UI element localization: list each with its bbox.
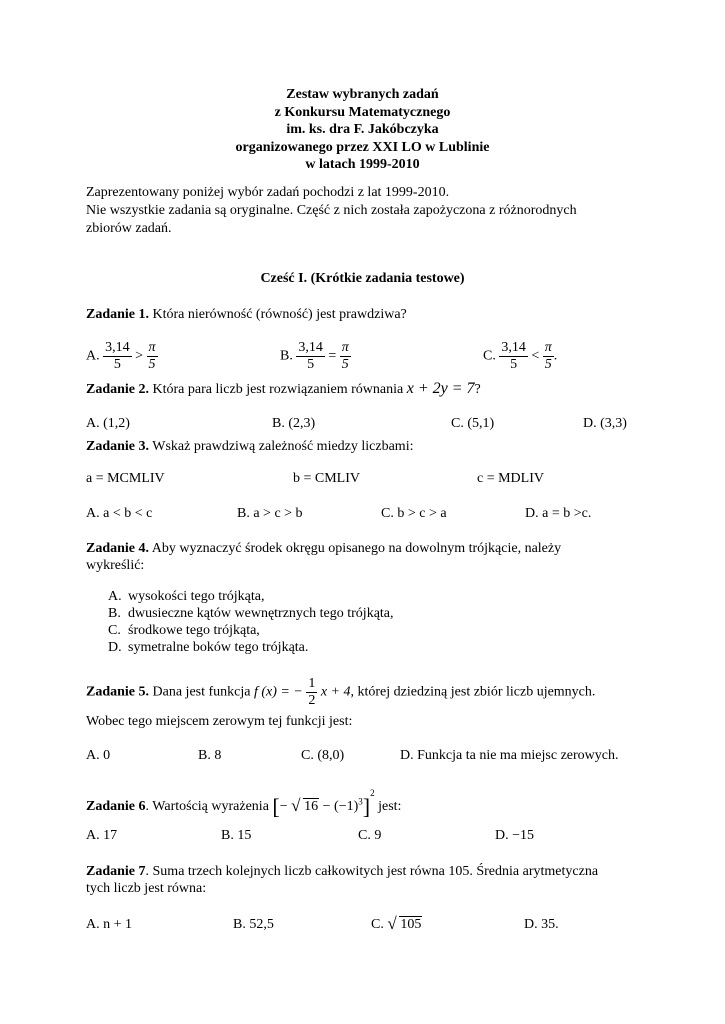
task5-option-b: B. 8: [198, 748, 222, 763]
title-line: z Konkursu Matematycznego: [274, 104, 451, 120]
document-title: [0, 86, 725, 174]
task1-question: [86, 306, 407, 324]
operator: =: [328, 348, 337, 364]
square-root: √ 16: [291, 796, 319, 815]
option-letter: B.: [280, 348, 293, 364]
task-label: Zadanie 2.: [86, 382, 150, 397]
task7-option-d: D. 35.: [524, 917, 559, 932]
task6-option-d: D. −15: [495, 828, 535, 843]
fraction: $\frac{\pi}{5}$: [148, 340, 156, 372]
operator: <: [531, 348, 540, 364]
task5-question: Zadanie 5. Dana jest funkcja f (x) = − $\frac{1}{2}$ x + 4, której dziedziną jest zbiór liczb ujemnych.: [86, 676, 596, 708]
fraction: $\frac{1}{2}$: [308, 676, 316, 708]
task-label: Zadanie 7: [86, 864, 146, 879]
task7-option-a: A. n + 1: [86, 917, 133, 932]
task7-option-c: C. √ 105: [371, 914, 422, 933]
option-letter: A.: [86, 348, 100, 364]
intro-line: Zaprezentowany poniżej wybór zadań pochodzi z lat 1999-2010.: [86, 185, 450, 200]
task2-option-c: C. (5,1): [451, 416, 495, 431]
task1-option-a: [86, 340, 158, 373]
list-item: B. dwusieczne kątów wewnętrznych tego trójkąta,: [108, 606, 394, 621]
operator: >: [135, 348, 144, 364]
option-letter: C.: [483, 348, 496, 364]
fraction: $\frac{3,14}{5}$: [105, 340, 130, 372]
title-line: Zestaw wybranych zadań: [286, 87, 439, 102]
task3-option-b: B. a > c > b: [237, 506, 303, 521]
square-root: √ 105: [387, 914, 422, 933]
intro-line: zbiorów zadań.: [86, 221, 172, 236]
task-label: Zadanie 4.: [86, 541, 150, 556]
task4-question-cont: wykreślić:: [86, 558, 145, 573]
title-line: w latach 1999-2010: [305, 157, 420, 172]
task5-option-c: C. (8,0): [301, 748, 345, 763]
task5-question-cont: Wobec tego miejscem zerowym tej funkcji jest:: [86, 714, 353, 729]
task2-option-d: D. (3,3): [583, 416, 627, 431]
task7-option-b: B. 52,5: [233, 917, 274, 932]
task-label: Zadanie 3.: [86, 439, 150, 454]
task5-option-a: A. 0: [86, 748, 111, 763]
section-title: Cześć I. (Krótkie zadania testowe): [260, 271, 465, 286]
intro-line: Nie wszystkie zadania są oryginalne. Część z nich została zapożyczona z różnorodnych: [86, 203, 577, 218]
title-line: organizowanego przez XXI LO w Lublinie: [235, 139, 490, 155]
task6-question: Zadanie 6. Wartością wyrażenia [− √ $16 - (-1)^3]^2$ jest:: [86, 788, 402, 819]
fraction: $\frac{3,14}{5}$: [298, 340, 323, 372]
task-text: Która nierówność (równość) jest prawdziwa?: [149, 307, 407, 322]
task2-option-a: A. (1,2): [86, 416, 130, 431]
task2-question: Zadanie 2. Która para liczb jest rozwiązaniem równania x + 2y = 7?: [86, 380, 481, 397]
fraction: $\frac{\pi}{5}$: [544, 340, 552, 372]
task-label: Zadanie 6: [86, 799, 146, 814]
task3-def-b: b = CMLIV: [293, 471, 361, 486]
task1-option-b: [280, 340, 351, 373]
task3-option-d: D. a = b >c.: [525, 506, 592, 521]
task2-option-b: B. (2,3): [272, 416, 316, 431]
task3-def-c: c = MDLIV: [477, 471, 544, 486]
task6-option-c: C. 9: [358, 828, 382, 843]
title-line: im. ks. dra F. Jakóbczyka: [286, 122, 439, 137]
task3-def-a: a = MCMLIV: [86, 471, 165, 486]
fraction: $\frac{3,14}{5}$: [501, 340, 526, 372]
task-label: Zadanie 1.: [86, 307, 150, 322]
task1-option-c: C. $\frac{3,14}{5}$ < $\frac{\pi}{5}$ .: [483, 340, 558, 372]
task3-question: Zadanie 3. Wskaż prawdziwą zależność miedzy liczbami:: [86, 439, 414, 454]
task3-option-c: C. b > c > a: [381, 506, 447, 521]
task6-option-b: B. 15: [221, 828, 252, 843]
task-label: Zadanie 5.: [86, 684, 150, 700]
task4-question: Zadanie 4. Aby wyznaczyć środek okręgu opisanego na dowolnym trójkącie, należy: [86, 541, 562, 556]
task7-question: Zadanie 7. Suma trzech kolejnych liczb całkowitych jest równa 105. Średnia arytmetyczna: [86, 864, 599, 879]
task5-option-d: D. Funkcja ta nie ma miejsc zerowych.: [400, 748, 619, 763]
fraction: $\frac{\pi}{5}$: [341, 340, 349, 372]
task7-question-cont: tych liczb jest równa:: [86, 881, 207, 896]
function-expr: f (x) = −: [253, 684, 303, 700]
equation: x + 2y = 7: [406, 380, 475, 397]
task3-option-a: A. a < b < c: [86, 506, 153, 521]
list-item: A. wysokości tego trójkąta,: [108, 589, 265, 604]
list-item: D. symetralne boków tego trójkąta.: [108, 640, 309, 655]
list-item: C. środkowe tego trójkąta,: [108, 623, 260, 638]
task6-option-a: A. 17: [86, 828, 118, 843]
